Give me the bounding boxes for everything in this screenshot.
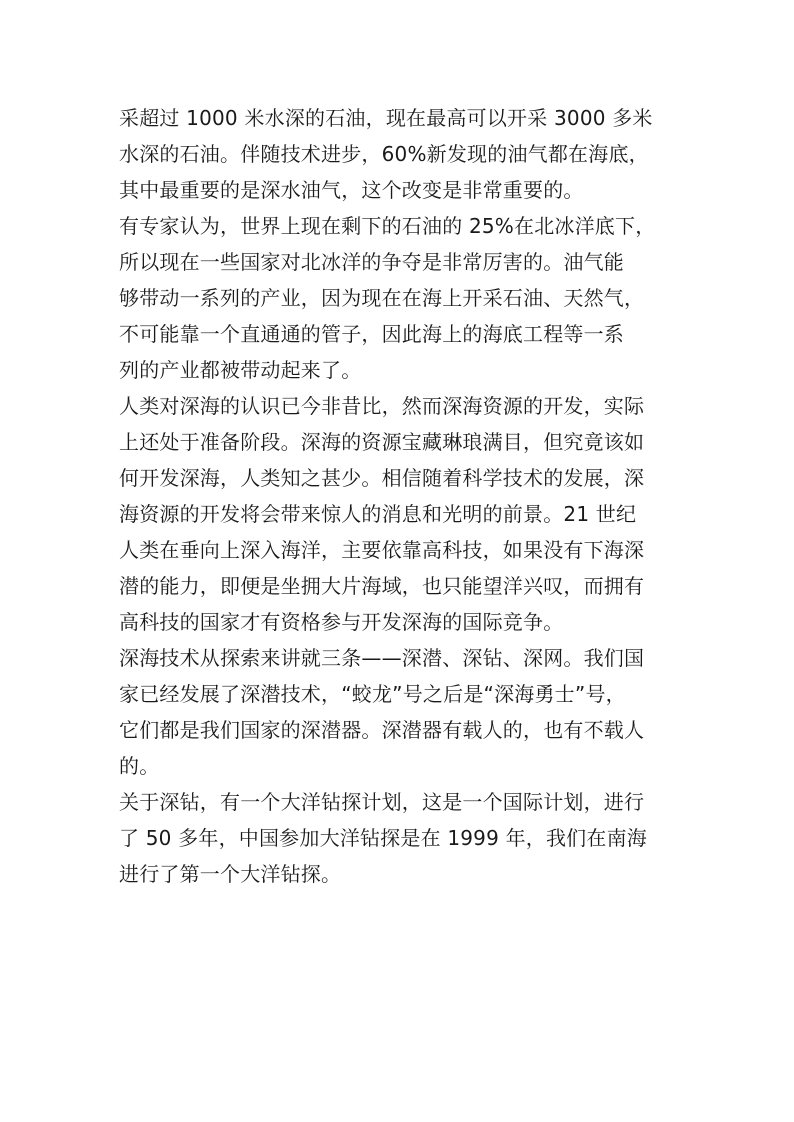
text-line: 高科技的国家才有资格参与开发深海的国际竞争。 — [119, 610, 564, 634]
document-body — [119, 100, 679, 892]
paragraph-arctic-oil — [119, 208, 679, 388]
text-line: 不可能靠一个直通通的管子，因此海上的海底工程等一系 — [119, 322, 624, 346]
text-line: 够带动一系列的产业，因为现在在海上开采石油、天然气， — [119, 286, 645, 310]
text-line: 列的产业都被带动起来了。 — [119, 358, 362, 382]
text-line: 它们都是我们国家的深潜器。深潜器有载人的，也有不载人 — [119, 718, 645, 742]
text-line: 上还处于准备阶段。深海的资源宝藏琳琅满目，但究竟该如 — [119, 430, 645, 454]
text-line: 关于深钻，有一个大洋钻探计划，这是一个国际计划，进行 — [119, 790, 645, 814]
text-line: 进行了第一个大洋钻探。 — [119, 862, 342, 886]
text-line: 水深的石油。伴随技术进步，60%新发现的油气都在海底， — [119, 142, 649, 166]
text-line: 家已经发展了深潜技术，“蛟龙”号之后是“深海勇士”号， — [119, 682, 626, 706]
text-line: 潜的能力，即便是坐拥大片海域，也只能望洋兴叹，而拥有 — [119, 574, 645, 598]
text-line: 的。 — [119, 754, 160, 778]
text-line: 所以现在一些国家对北冰洋的争夺是非常厉害的。油气能 — [119, 250, 624, 274]
text-line: 其中最重要的是深水油气，这个改变是非常重要的。 — [119, 178, 584, 202]
text-line: 深海技术从探索来讲就三条——深潜、深钻、深网。我们国 — [119, 646, 645, 670]
text-line: 人类在垂向上深入海洋，主要依靠高科技，如果没有下海深 — [119, 538, 645, 562]
paragraph-deep-sea-technology — [119, 640, 679, 784]
paragraph-ocean-drilling — [119, 784, 679, 892]
paragraph-deep-sea-resources — [119, 388, 679, 640]
text-line: 有专家认为，世界上现在剩下的石油的 25%在北冰洋底下， — [119, 214, 656, 238]
paragraph-oil-depth — [119, 100, 679, 208]
text-line: 采超过 1000 米水深的石油，现在最高可以开采 3000 多米 — [119, 106, 653, 130]
text-line: 海资源的开发将会带来惊人的消息和光明的前景。21 世纪 — [119, 502, 637, 526]
text-line: 何开发深海，人类知之甚少。相信随着科学技术的发展，深 — [119, 466, 645, 490]
text-line: 了 50 多年，中国参加大洋钻探是在 1999 年，我们在南海 — [119, 826, 647, 850]
text-line: 人类对深海的认识已今非昔比，然而深海资源的开发，实际 — [119, 394, 645, 418]
